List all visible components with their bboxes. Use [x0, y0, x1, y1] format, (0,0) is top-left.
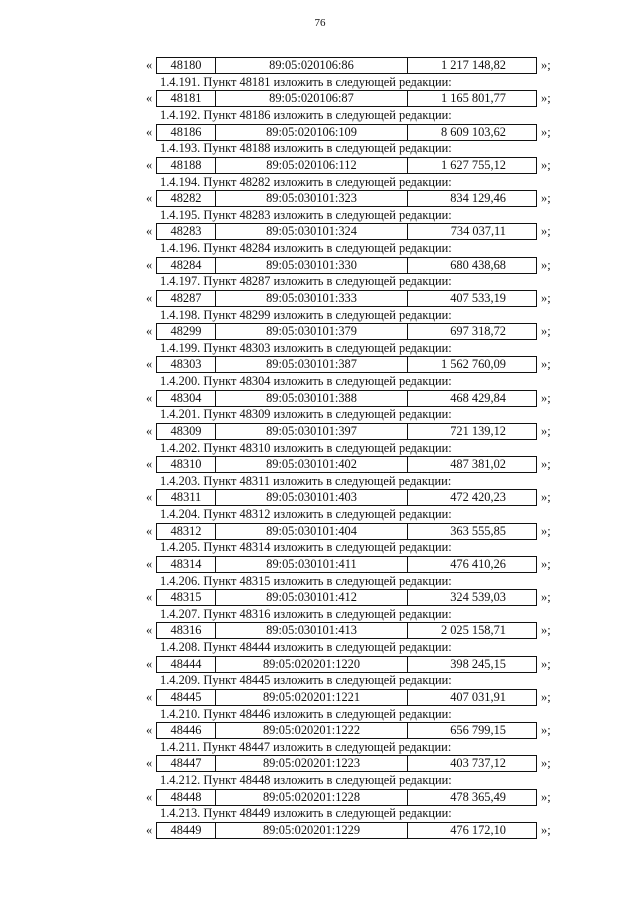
- closing-quote: »;: [541, 656, 551, 671]
- cadastral-number-cell: 89:05:020106:87: [216, 91, 408, 106]
- cadastral-number-cell: 89:05:030101:330: [216, 258, 408, 273]
- opening-quote: «: [146, 822, 153, 837]
- table-row: [156, 57, 537, 74]
- entry-header: 1.4.208. Пункт 48444 изложить в следующей редакции:: [160, 640, 452, 655]
- item-number-cell: 48316: [157, 623, 216, 638]
- cadastral-value-cell: 403 737,12: [450, 756, 506, 771]
- item-number-cell: 48445: [157, 690, 216, 705]
- closing-quote: »;: [541, 623, 551, 638]
- entry-header: 1.4.212. Пункт 48448 изложить в следующей редакции:: [160, 773, 452, 788]
- entry-header: 1.4.209. Пункт 48445 изложить в следующей редакции:: [160, 673, 452, 688]
- cadastral-number-cell: 89:05:020106:109: [216, 125, 408, 140]
- opening-quote: «: [146, 257, 153, 272]
- closing-quote: »;: [541, 756, 551, 771]
- opening-quote: «: [146, 656, 153, 671]
- closing-quote: »;: [541, 457, 551, 472]
- entry-header: 1.4.194. Пункт 48282 изложить в следующей редакции:: [160, 174, 452, 189]
- table-row: [156, 124, 537, 141]
- item-number-cell: 48314: [157, 557, 216, 572]
- item-number-cell: 48283: [157, 224, 216, 239]
- item-number-cell: 48311: [157, 490, 216, 505]
- cadastral-value-cell: 407 533,19: [450, 290, 506, 305]
- closing-quote: »;: [541, 423, 551, 438]
- table-row: [156, 90, 537, 107]
- cadastral-value-cell: 363 555,85: [450, 523, 506, 538]
- item-number-cell: 48448: [157, 790, 216, 805]
- cadastral-value-cell: 476 172,10: [450, 822, 506, 837]
- cadastral-number-cell: 89:05:030101:397: [216, 424, 408, 439]
- table-row: [156, 722, 537, 739]
- item-number-cell: 48181: [157, 91, 216, 106]
- table-row: [156, 456, 537, 473]
- closing-quote: »;: [541, 523, 551, 538]
- opening-quote: «: [146, 290, 153, 305]
- table-row: [156, 356, 537, 373]
- entry-header: 1.4.197. Пункт 48287 изложить в следующей редакции:: [160, 274, 452, 289]
- entry-header: 1.4.192. Пункт 48186 изложить в следующей редакции:: [160, 108, 452, 123]
- closing-quote: »;: [541, 689, 551, 704]
- item-number-cell: 48309: [157, 424, 216, 439]
- closing-quote: »;: [541, 723, 551, 738]
- cadastral-number-cell: 89:05:020201:1223: [216, 756, 408, 771]
- opening-quote: «: [146, 789, 153, 804]
- opening-quote: «: [146, 91, 153, 106]
- table-row: [156, 822, 537, 839]
- table-row: [156, 423, 537, 440]
- cadastral-value-cell: 487 381,02: [450, 457, 506, 472]
- closing-quote: »;: [541, 124, 551, 139]
- closing-quote: »;: [541, 556, 551, 571]
- cadastral-number-cell: 89:05:030101:403: [216, 490, 408, 505]
- cadastral-number-cell: 89:05:020201:1222: [216, 723, 408, 738]
- entry-header: 1.4.199. Пункт 48303 изложить в следующей редакции:: [160, 340, 452, 355]
- table-row: [156, 755, 537, 772]
- item-number-cell: 48304: [157, 391, 216, 406]
- cadastral-number-cell: 89:05:030101:404: [216, 524, 408, 539]
- cadastral-value-cell: 697 318,72: [450, 324, 506, 339]
- opening-quote: «: [146, 357, 153, 372]
- opening-quote: «: [146, 224, 153, 239]
- opening-quote: «: [146, 490, 153, 505]
- cadastral-number-cell: 89:05:020106:86: [216, 58, 408, 73]
- cadastral-value-cell: 680 438,68: [450, 257, 506, 272]
- cadastral-value-cell: 721 139,12: [450, 423, 506, 438]
- item-number-cell: 48180: [157, 58, 216, 73]
- item-number-cell: 48188: [157, 158, 216, 173]
- table-row: [156, 223, 537, 240]
- closing-quote: »;: [541, 257, 551, 272]
- cadastral-value-cell: 1 627 755,12: [440, 157, 506, 172]
- opening-quote: «: [146, 623, 153, 638]
- table-row: [156, 257, 537, 274]
- table-row: [156, 390, 537, 407]
- item-number-cell: 48449: [157, 823, 216, 838]
- table-row: [156, 290, 537, 307]
- table-row: [156, 523, 537, 540]
- cadastral-number-cell: 89:05:020201:1228: [216, 790, 408, 805]
- cadastral-value-cell: 1 165 801,77: [440, 91, 506, 106]
- table-row: [156, 656, 537, 673]
- cadastral-number-cell: 89:05:030101:323: [216, 191, 408, 206]
- entry-header: 1.4.205. Пункт 48314 изложить в следующей редакции:: [160, 540, 452, 555]
- entry-header: 1.4.193. Пункт 48188 изложить в следующей редакции:: [160, 141, 452, 156]
- opening-quote: «: [146, 390, 153, 405]
- cadastral-value-cell: 834 129,46: [450, 191, 506, 206]
- entry-header: 1.4.202. Пункт 48310 изложить в следующей редакции:: [160, 440, 452, 455]
- cadastral-number-cell: 89:05:030101:413: [216, 623, 408, 638]
- cadastral-number-cell: 89:05:030101:412: [216, 590, 408, 605]
- cadastral-value-cell: 1 217 148,82: [440, 58, 506, 72]
- closing-quote: »;: [541, 357, 551, 372]
- cadastral-value-cell: 324 539,03: [450, 590, 506, 605]
- closing-quote: »;: [541, 490, 551, 505]
- table-row: [156, 556, 537, 573]
- item-number-cell: 48315: [157, 590, 216, 605]
- cadastral-value-cell: 8 609 103,62: [440, 124, 506, 139]
- closing-quote: »;: [541, 324, 551, 339]
- cadastral-number-cell: 89:05:020201:1221: [216, 690, 408, 705]
- table-row: [156, 589, 537, 606]
- cadastral-number-cell: 89:05:030101:379: [216, 324, 408, 339]
- opening-quote: «: [146, 689, 153, 704]
- closing-quote: »;: [541, 290, 551, 305]
- opening-quote: «: [146, 756, 153, 771]
- item-number-cell: 48446: [157, 723, 216, 738]
- opening-quote: «: [146, 723, 153, 738]
- entry-header: 1.4.200. Пункт 48304 изложить в следующей редакции:: [160, 374, 452, 389]
- opening-quote: «: [146, 157, 153, 172]
- item-number-cell: 48287: [157, 291, 216, 306]
- closing-quote: »;: [541, 590, 551, 605]
- cadastral-number-cell: 89:05:030101:333: [216, 291, 408, 306]
- cadastral-value-cell: 468 429,84: [450, 390, 506, 405]
- closing-quote: »;: [541, 91, 551, 106]
- item-number-cell: 48282: [157, 191, 216, 206]
- closing-quote: »;: [541, 789, 551, 804]
- table-row: [156, 157, 537, 174]
- item-number-cell: 48444: [157, 657, 216, 672]
- cadastral-value-cell: 398 245,15: [450, 656, 506, 671]
- entry-header: 1.4.210. Пункт 48446 изложить в следующей редакции:: [160, 706, 452, 721]
- closing-quote: »;: [541, 390, 551, 405]
- item-number-cell: 48299: [157, 324, 216, 339]
- cadastral-number-cell: 89:05:030101:324: [216, 224, 408, 239]
- item-number-cell: 48310: [157, 457, 216, 472]
- cadastral-value-cell: 472 420,23: [450, 490, 506, 505]
- table-row: [156, 689, 537, 706]
- cadastral-number-cell: 89:05:020201:1220: [216, 657, 408, 672]
- entry-header: 1.4.207. Пункт 48316 изложить в следующей редакции:: [160, 606, 452, 621]
- table-row: [156, 789, 537, 806]
- opening-quote: «: [146, 324, 153, 339]
- table-row: [156, 622, 537, 639]
- item-number-cell: 48447: [157, 756, 216, 771]
- entry-header: 1.4.211. Пункт 48447 изложить в следующей редакции:: [160, 739, 452, 754]
- entry-header: 1.4.198. Пункт 48299 изложить в следующей редакции:: [160, 307, 452, 322]
- opening-quote: «: [146, 124, 153, 139]
- page-number: 76: [314, 17, 326, 29]
- cadastral-value-cell: 407 031,91: [450, 689, 506, 704]
- cadastral-number-cell: 89:05:020201:1229: [216, 823, 408, 838]
- closing-quote: »;: [541, 822, 551, 837]
- item-number-cell: 48312: [157, 524, 216, 539]
- cadastral-value-cell: 476 410,26: [450, 556, 506, 571]
- cadastral-number-cell: 89:05:020106:112: [216, 158, 408, 173]
- cadastral-number-cell: 89:05:030101:402: [216, 457, 408, 472]
- closing-quote: »;: [541, 58, 551, 72]
- closing-quote: »;: [541, 191, 551, 206]
- cadastral-value-cell: 2 025 158,71: [440, 623, 506, 638]
- entry-header: 1.4.213. Пункт 48449 изложить в следующей редакции:: [160, 806, 452, 821]
- opening-quote: «: [146, 457, 153, 472]
- entry-header: 1.4.206. Пункт 48315 изложить в следующей редакции:: [160, 573, 452, 588]
- entry-header: 1.4.191. Пункт 48181 изложить в следующей редакции:: [160, 74, 452, 89]
- cadastral-value-cell: 1 562 760,09: [440, 357, 506, 372]
- table-row: [156, 190, 537, 207]
- entry-header: 1.4.195. Пункт 48283 изложить в следующей редакции:: [160, 207, 452, 222]
- opening-quote: «: [146, 590, 153, 605]
- item-number-cell: 48303: [157, 357, 216, 372]
- cadastral-number-cell: 89:05:030101:411: [216, 557, 408, 572]
- item-number-cell: 48284: [157, 258, 216, 273]
- table-row: [156, 323, 537, 340]
- entry-header: 1.4.204. Пункт 48312 изложить в следующей редакции:: [160, 507, 452, 522]
- closing-quote: »;: [541, 157, 551, 172]
- opening-quote: «: [146, 191, 153, 206]
- opening-quote: «: [146, 523, 153, 538]
- cadastral-value-cell: 734 037,11: [450, 224, 506, 239]
- opening-quote: «: [146, 423, 153, 438]
- entry-header: 1.4.201. Пункт 48309 изложить в следующей редакции:: [160, 407, 452, 422]
- opening-quote: «: [146, 58, 153, 72]
- item-number-cell: 48186: [157, 125, 216, 140]
- cadastral-value-cell: 656 799,15: [450, 723, 506, 738]
- table-row: [156, 489, 537, 506]
- entry-header: 1.4.196. Пункт 48284 изложить в следующей редакции:: [160, 241, 452, 256]
- cadastral-value-cell: 478 365,49: [450, 789, 506, 804]
- cadastral-number-cell: 89:05:030101:387: [216, 357, 408, 372]
- closing-quote: »;: [541, 224, 551, 239]
- cadastral-number-cell: 89:05:030101:388: [216, 391, 408, 406]
- entry-header: 1.4.203. Пункт 48311 изложить в следующей редакции:: [160, 473, 452, 488]
- opening-quote: «: [146, 556, 153, 571]
